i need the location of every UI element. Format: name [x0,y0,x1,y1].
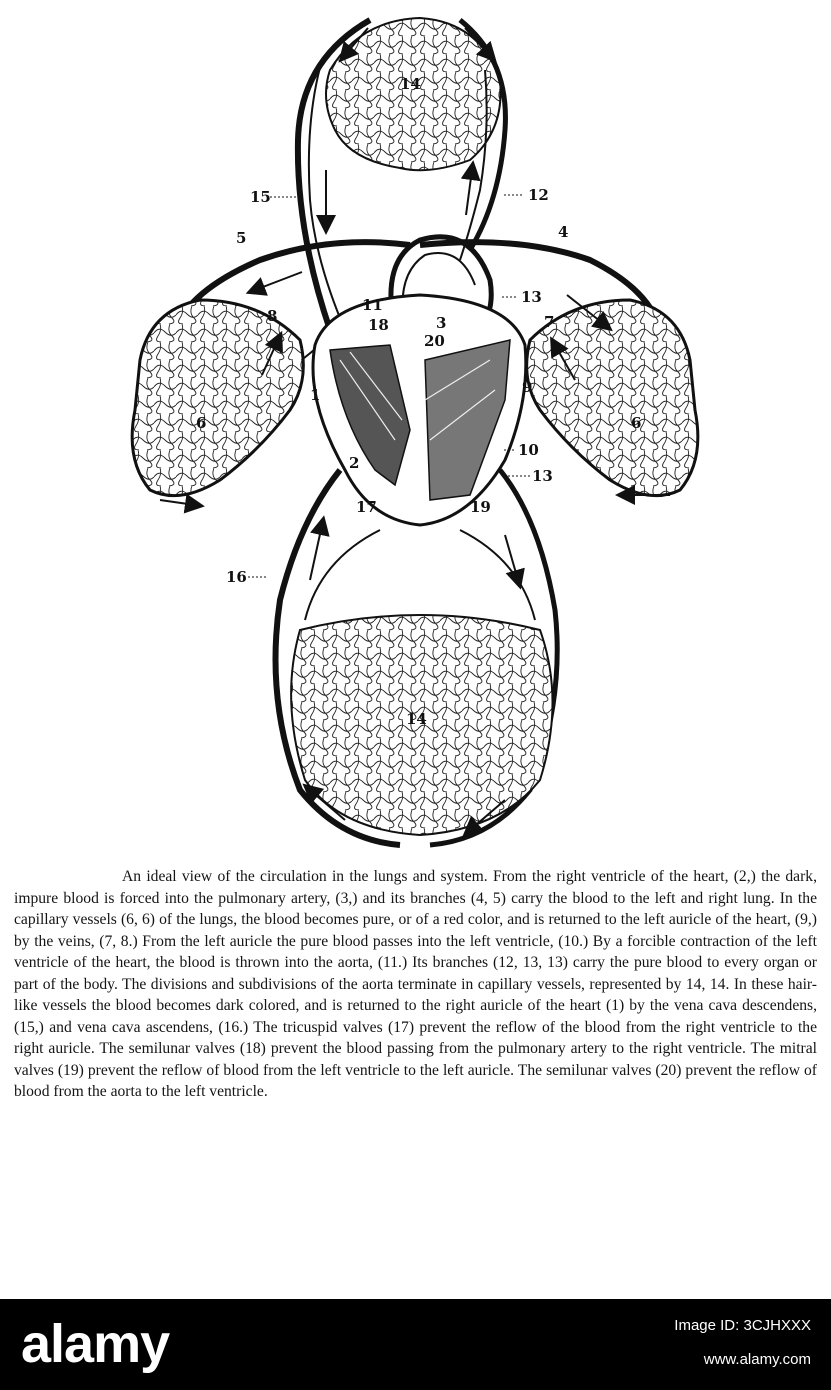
right-lung [132,300,303,496]
label-2: 2 [349,454,360,472]
watermark-footer [0,1299,831,1390]
label-8: 8 [267,307,278,325]
label-17: 17 [356,498,377,516]
footer-url: www.alamy.com [703,1351,811,1368]
label-6-left-lung: 6 [631,414,642,432]
caption-text: An ideal view of the circulation in the lungs and system. From the right ventricle of the heart, (2,) the dark, impure blood is forced into the pulmonary artery, (3,) and its branches (4, 5) carry the blood to the left and right lung. In the capillary vessels (6, 6) of the lungs, the blood becomes pure, or of a red color, and is returned to the left auricle of the heart, (9,) by the veins, (7, 8.) From the left auricle the pure blood passes into the left ventricle, (10.) By a forcible contraction of the left ventricle of the heart, the blood is thrown into the aorta, (11.) Its branches (12, 13, 13) carry the pure blood to every organ or part of the body. The divisions and subdivisions of the aorta terminate in capillary vessels, represented by 14, 14. In these hair-like vessels the blood becomes dark colored, and is returned to the right auricle of the heart (1) by the vena cava descendens, (15,) and vena cava ascendens, (16.) The tricuspid valves (17) prevent the reflow of the blood from the right ventricle to the right auricle. The semilunar valves (18) prevent the blood passing from the pulmonary artery to the right ventricle. The mitral valves (19) prevent the reflow of blood from the left ventricle to the left auricle. The semilunar valves (20) prevent the reflow of blood from the aorta to the left ventricle. [14,868,817,1100]
upper-capillary-bed [326,18,501,170]
label-3: 3 [436,314,447,332]
label-13-upper: 13 [521,288,542,306]
label-15: 15 [250,188,271,206]
heart [313,295,526,525]
alamy-logo: alamy [21,1314,170,1374]
label-1: 1 [310,386,321,404]
label-5: 5 [236,229,247,247]
image-code: Image ID: 3CJHXXX [674,1317,811,1334]
label-6-right-lung: 6 [196,414,207,432]
label-12: 12 [528,186,549,204]
label-14-top: 14 [400,75,421,93]
label-16: 16 [226,568,247,586]
label-14-bottom: 14 [406,710,427,728]
label-11: 11 [362,296,383,314]
label-19: 19 [470,498,491,516]
label-18: 18 [368,316,389,334]
label-7: 7 [544,313,555,331]
caption [14,866,817,1103]
label-20: 20 [424,332,445,350]
label-9: 9 [522,378,533,396]
label-4: 4 [558,223,569,241]
label-10: 10 [518,441,539,459]
label-13-lower: 13 [532,467,553,485]
